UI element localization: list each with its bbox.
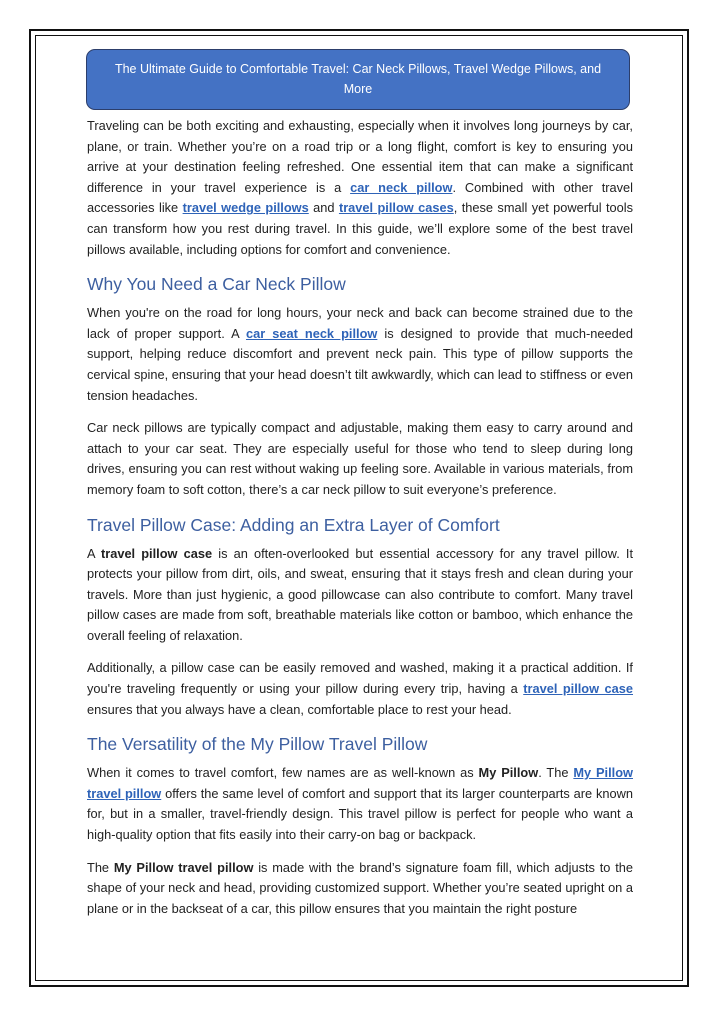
section2-p1-text-1: A [87,545,101,561]
section2-paragraph-1 [87,544,633,647]
section2-p1-bold: travel pillow case [100,545,213,561]
section3-p1-text-1: When it comes to travel comfort, few names are as well-known as [87,765,479,781]
intro-text-1: Traveling can be both exciting and exhausting, especially when it involves long journeys by car, plane, or train. Whether you’re on a road trip or a long flight, comfort is key to ensuring you arrive at your destination feeling refreshed. One essential item that can make a significant difference in your travel experience is a [87,118,633,195]
section2-p1-text-2: is an often-overlooked but essential accessory for any travel pillow. It protects your pillow from dirt, oils, and sweat, ensuring that it stays fresh and clean during your travels. More than just hygienic, a good pillowcase can also contribute to comfort. Many travel pillow cases are made from soft, breathable materials like cotton or bamboo, which enhance the overall feeling of relaxation. [87,545,634,643]
title-banner [86,49,630,110]
section1-paragraph-2: Car neck pillows are typically compact and adjustable, making them easy to carry around and attach to your car seat. They are especially useful for those who tend to sleep during long drives, ensuring you can rest without waking up feeling sore. Available in various materials, from memory foam to soft cotton, there’s a car neck pillow to suit everyone’s preference. [87,420,633,497]
car-neck-pillow-link[interactable]: car neck pillow [350,179,453,195]
intro-text-3: and [308,200,339,216]
section3-paragraph-1 [87,763,633,845]
intro-paragraph [87,116,633,260]
section3-p1-bold: My Pillow [478,765,539,781]
car-seat-neck-pillow-link[interactable]: car seat neck pillow [245,325,378,341]
section3-p2-bold: My Pillow travel pillow [113,859,254,875]
section3-p1-text-3: offers the same level of comfort and support that its larger counterparts are known for, but in a smaller, travel-friendly design. This travel pillow is perfect for people who want a high-quality option that fits easily into their carry-on bag or backpack. [87,785,633,843]
section3-p2-text-2: is made with the brand’s signature foam fill, which adjusts to the shape of your neck and head, providing customized support. Whether you’re seated upright on a plane or in the backseat of a car, this pillow ensures that you maintain the right posture [87,859,633,916]
section2-p2-text-2: ensures that you always have a clean, comfortable place to rest your head. [87,701,512,717]
section-heading-travel-pillow-case: Travel Pillow Case: Adding an Extra Layer of Comfort [87,514,500,535]
section3-p1-text-2: . The [538,765,574,781]
intro-text-2: . Combined with other travel accessories like [87,179,633,216]
section-heading-my-pillow: The Versatility of the My Pillow Travel Pillow [87,734,428,755]
section2-paragraph-2 [87,658,633,720]
travel-pillow-cases-link[interactable]: travel pillow cases [338,200,454,216]
my-pillow-travel-pillow-link[interactable]: My Pillow travel pillow [87,765,633,801]
travel-wedge-pillows-link[interactable]: travel wedge pillows [182,200,309,216]
section3-paragraph-2 [87,858,633,920]
page-title: The Ultimate Guide to Comfortable Travel: Car Neck Pillows, Travel Wedge Pillows, and More [114,62,602,96]
article-body [87,116,633,931]
intro-text-4: , these small yet powerful tools can transform how you rest during travel. In this guide, we’ll explore some of the best travel pillows available, including options for comfort and convenience. [87,200,633,257]
section-heading-car-neck-pillow: Why You Need a Car Neck Pillow [87,274,346,295]
section1-p1-text-1: When you're on the road for long hours, your neck and back can become strained due to the lack of proper support. A [87,305,633,341]
travel-pillow-case-link[interactable]: travel pillow case [523,681,633,697]
section1-paragraph-1 [87,303,633,406]
section2-p2-text-1: Additionally, a pillow case can be easily removed and washed, making it a practical addition. If you're traveling frequently or using your pillow during every trip, having a [87,660,633,697]
section1-p1-text-2: is designed to provide that much-needed support, helping reduce discomfort and prevent neck pain. This type of pillow supports the cervical spine, ensuring that your head doesn’t tilt awkwardly, which can lead to stiffness or even tension headaches. [87,325,634,403]
section3-p2-text-1: The [87,859,114,875]
